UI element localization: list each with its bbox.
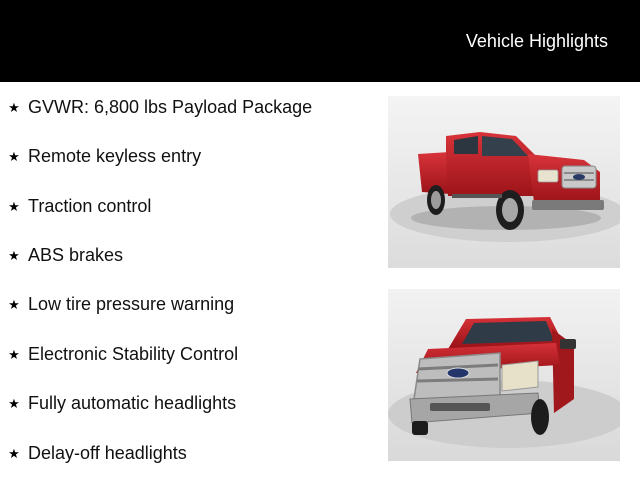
list-item (7, 95, 312, 119)
list-item (7, 144, 201, 168)
list-item (7, 391, 236, 415)
star-icon: ★ (8, 148, 20, 164)
feature-label: Remote keyless entry (28, 145, 202, 166)
feature-label: Traction control (28, 195, 152, 216)
header-bar (0, 0, 640, 82)
truck-side-view-photo (388, 96, 620, 268)
feature-label: Low tire pressure warning (28, 293, 235, 314)
list-item (7, 441, 187, 465)
page-title: Vehicle Highlights (465, 31, 608, 51)
truck-front-illustration (388, 289, 620, 461)
star-icon: ★ (8, 247, 20, 263)
list-item (7, 243, 123, 267)
star-icon: ★ (8, 99, 20, 115)
star-icon: ★ (8, 346, 20, 362)
feature-label: ABS brakes (28, 244, 124, 265)
list-item (7, 342, 238, 366)
star-icon: ★ (8, 198, 20, 214)
feature-label: Delay-off headlights (28, 442, 187, 463)
star-icon: ★ (8, 395, 20, 411)
star-icon: ★ (8, 296, 20, 312)
truck-front-view-photo (388, 289, 620, 461)
truck-side-illustration (388, 96, 620, 268)
feature-label: Fully automatic headlights (28, 392, 237, 413)
list-item (7, 194, 151, 218)
star-icon: ★ (8, 445, 20, 461)
feature-label: GVWR: 6,800 lbs Payload Package (28, 96, 313, 117)
feature-label: Electronic Stability Control (28, 343, 239, 364)
list-item (7, 292, 234, 316)
